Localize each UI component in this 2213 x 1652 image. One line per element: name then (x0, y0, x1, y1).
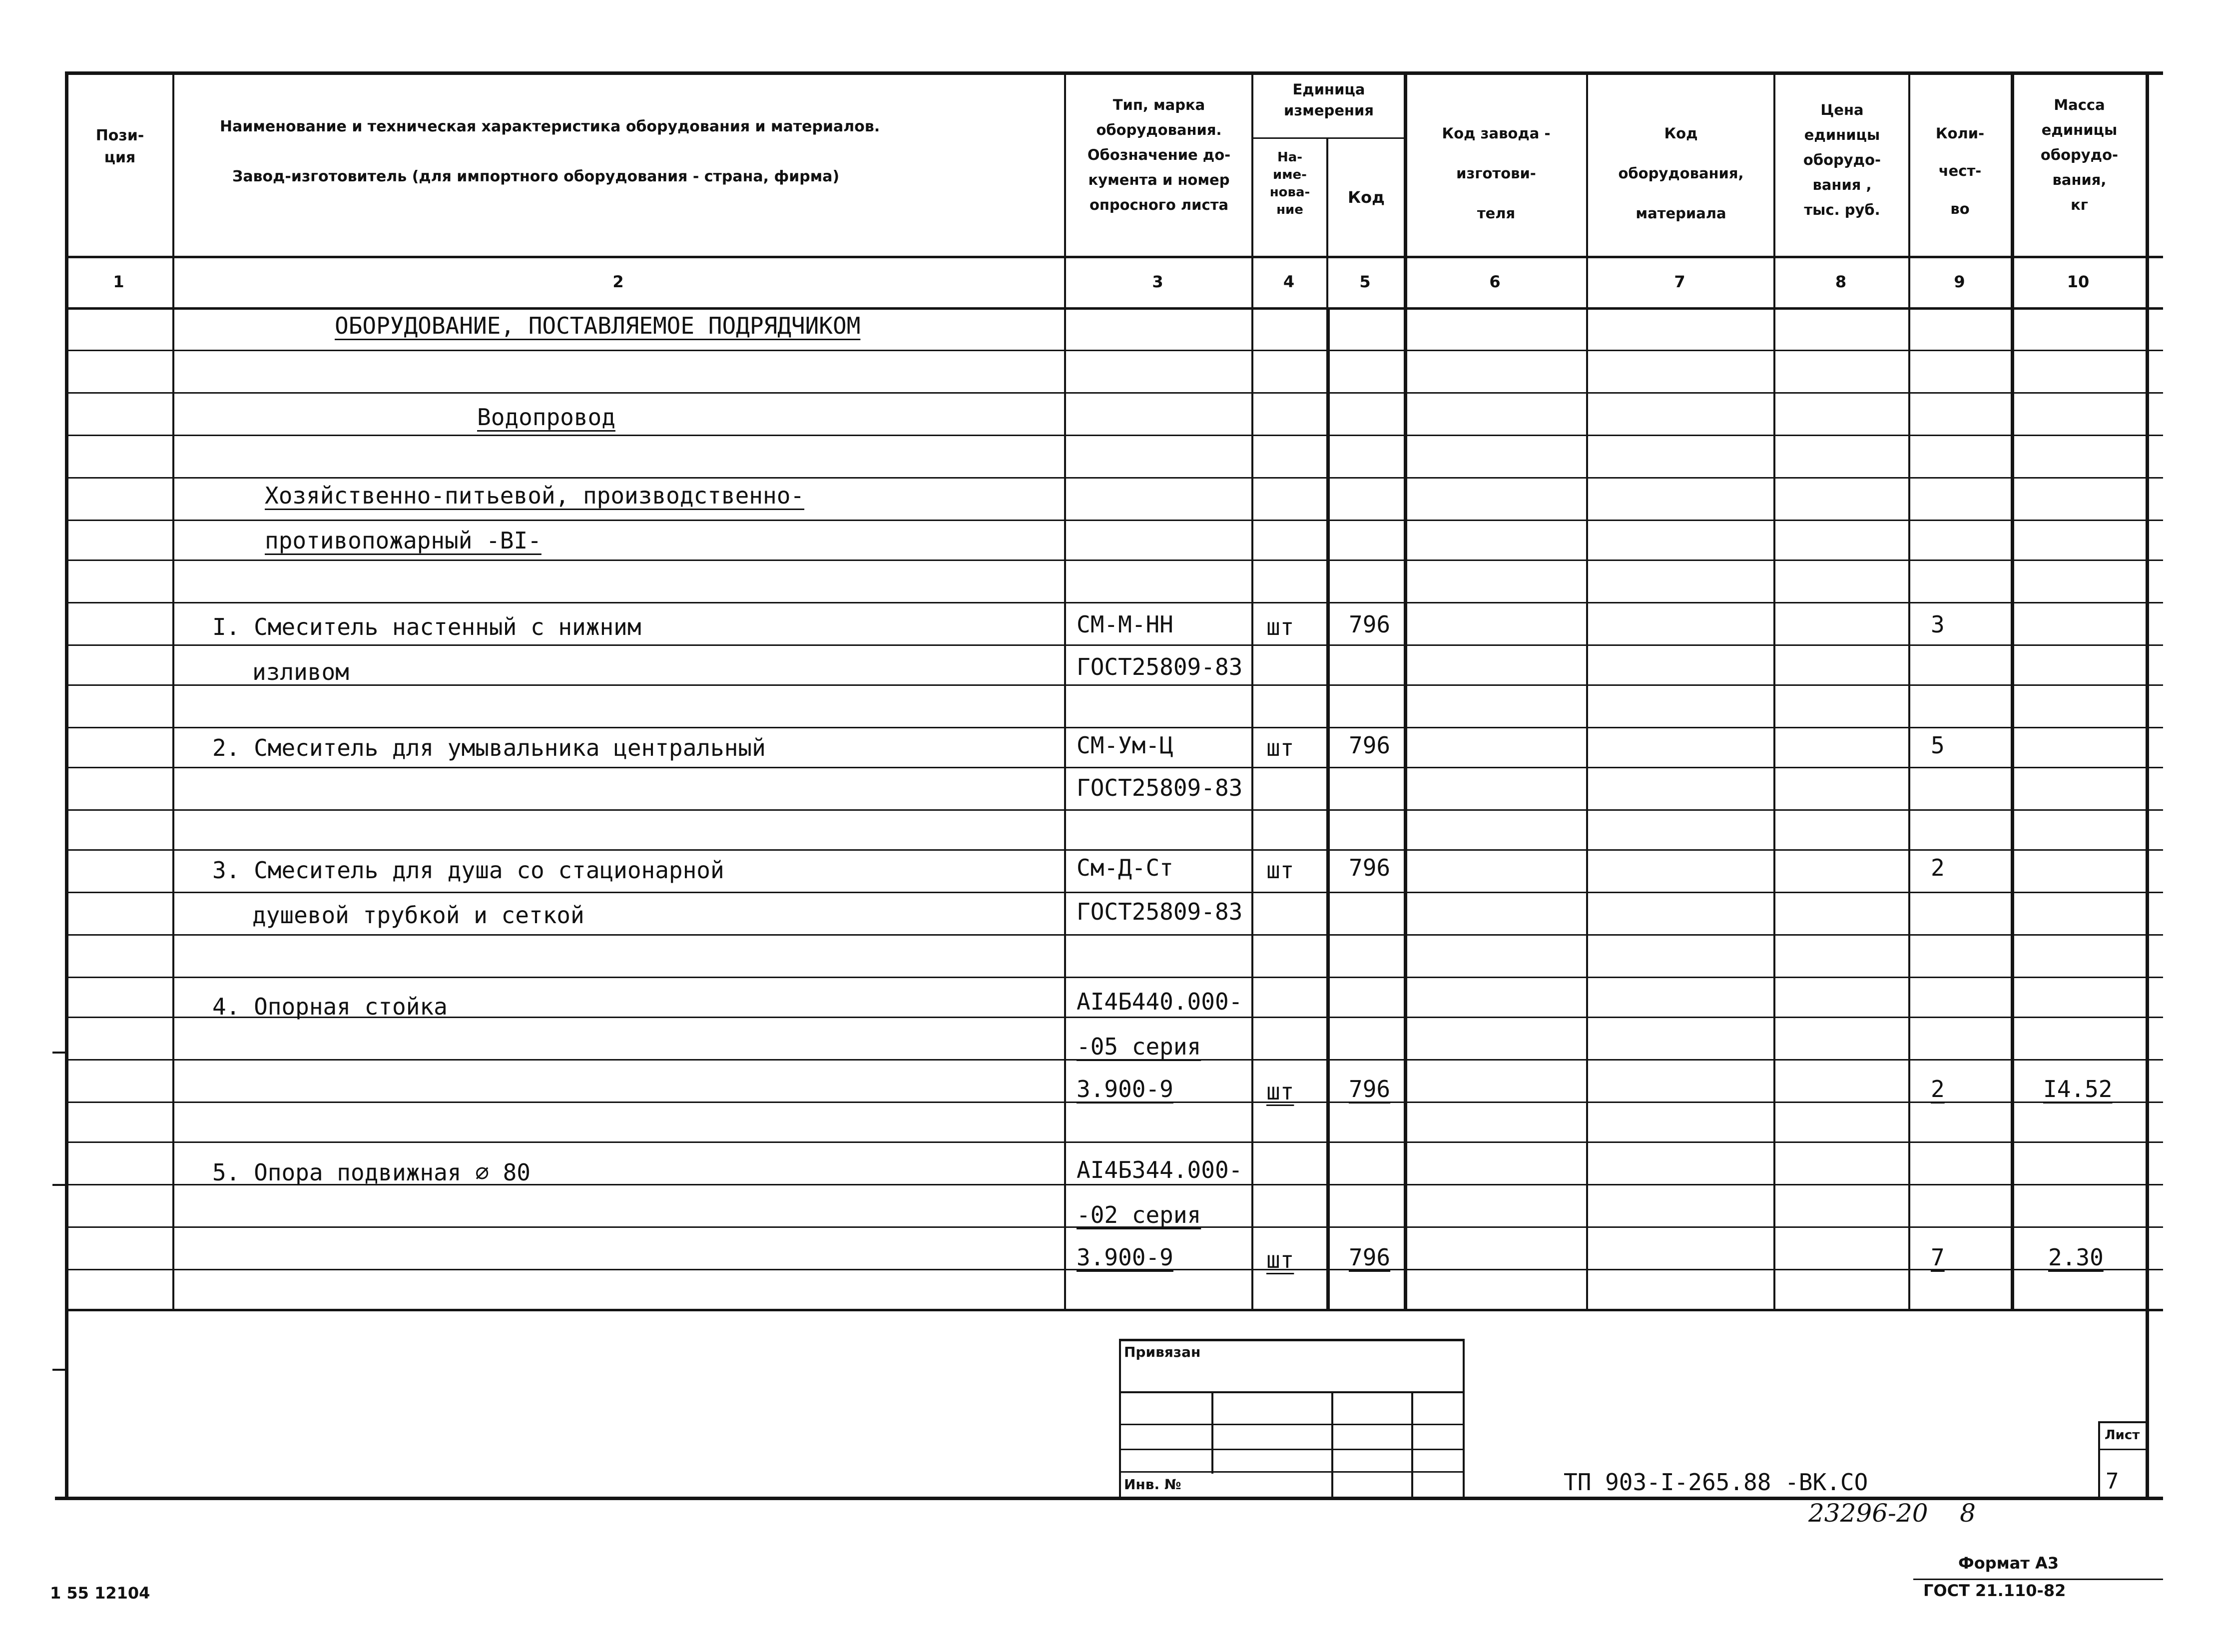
item-name: 4. Опорная стойка (212, 993, 448, 1020)
item-type: СМ-Ум-Ц (1077, 732, 1173, 759)
stamp-sheet-label: Лист (2105, 1428, 2140, 1443)
header-name-line2: Завод-изготовитель (для импортного оборудования - страна, фирма) (232, 168, 840, 185)
item-standard: ГОСТ25809-83 (1077, 653, 1243, 680)
colnum-7: 7 (1674, 272, 1685, 291)
stamp-document-code: ТП 903-I-265.88 -ВК.СО (1564, 1469, 1868, 1496)
header-unit-name: На- име- нова- ние (1269, 150, 1310, 218)
item-unit: шт (1266, 613, 1294, 640)
table-top-border (65, 71, 2163, 75)
colnum-4: 4 (1283, 272, 1295, 291)
header-type: Тип, марка оборудования. Обозначение до- кумента и номер опросного листа (1087, 96, 1231, 213)
colnum-bottom-line (65, 307, 2163, 310)
item-standard: ГОСТ25809-83 (1077, 898, 1243, 925)
item-type: См-Д-Ст (1077, 854, 1173, 881)
header-position: Пози- ция (95, 127, 144, 166)
item-unit: шт (1266, 1246, 1294, 1273)
item-unit-code: 796 (1349, 1244, 1391, 1271)
header-maker-code: Код завода - изготови- теля (1442, 125, 1551, 222)
item-standard: 3.900-9 (1077, 1076, 1173, 1102)
colnum-6: 6 (1489, 272, 1501, 291)
item-unit: шт (1266, 1078, 1294, 1105)
item-quantity: 2 (1931, 1076, 1945, 1102)
header-price: Цена единицы оборудо- вания , тыс. руб. (1803, 101, 1881, 218)
gost-label: ГОСТ 21.110-82 (1923, 1581, 2066, 1600)
header-name-line1: Наименование и техническая характеристика оборудования и материалов. (220, 118, 880, 135)
colnum-9: 9 (1954, 272, 1965, 291)
item-series: -02 серия (1077, 1201, 1201, 1228)
item-name: I. Смеситель настенный с нижним (212, 613, 641, 640)
header-unit-code: Код (1348, 188, 1385, 207)
footer-line (1913, 1579, 2163, 1580)
item-unit-code: 796 (1349, 1076, 1391, 1102)
item-series: -05 серия (1077, 1033, 1201, 1060)
item-quantity: 7 (1931, 1244, 1945, 1271)
item-unit: шт (1266, 734, 1294, 761)
item-name: 2. Смеситель для умывальника центральный (212, 734, 766, 761)
header-bottom-line (65, 256, 2163, 258)
header-equipment-code: Код оборудования, материала (1618, 125, 1744, 222)
handwritten-number: 23296-20 8 (1808, 1499, 1976, 1528)
subsection-title: Водопровод (477, 404, 615, 431)
colnum-3: 3 (1152, 272, 1163, 291)
colnum-5: 5 (1359, 272, 1371, 291)
colnum-1: 1 (113, 272, 124, 291)
item-quantity: 2 (1931, 854, 1945, 881)
colnum-8: 8 (1835, 272, 1847, 291)
colnum-10: 10 (2067, 272, 2090, 291)
format-label: Формат А3 (1958, 1554, 2059, 1573)
stamp-sheet-number: 7 (2106, 1469, 2119, 1494)
item-type: АI4Б440.000- (1077, 988, 1243, 1015)
header-quantity: Коли- чест- во (1935, 125, 1985, 217)
stamp-privyazan: Привязан (1124, 1344, 1201, 1360)
item-name-cont: изливом (252, 658, 349, 685)
item-mass: 2.30 (2048, 1244, 2104, 1271)
section-title: ОБОРУДОВАНИЕ, ПОСТАВЛЯЕМОЕ ПОДРЯДЧИКОМ (335, 312, 861, 339)
item-standard: ГОСТ25809-83 (1077, 774, 1243, 801)
item-unit-code: 796 (1349, 732, 1391, 759)
colnum-2: 2 (612, 272, 624, 291)
item-quantity: 3 (1931, 611, 1945, 638)
item-quantity: 5 (1931, 732, 1945, 759)
item-type: АI4Б344.000- (1077, 1156, 1243, 1183)
stamp-inv-number: Инв. № (1124, 1476, 1181, 1493)
item-unit-code: 796 (1349, 854, 1391, 881)
item-name: 5. Опора подвижная ∅ 80 (212, 1159, 531, 1186)
item-type: СМ-М-НН (1077, 611, 1173, 638)
system-title-line1: Хозяйственно-питьевой, производственно- (265, 482, 805, 509)
item-name-cont: душевой трубкой и сеткой (252, 902, 584, 929)
header-unit: Единица измерения (1284, 81, 1374, 119)
footer-left-number: 1 55 12104 (50, 1584, 150, 1603)
item-unit: шт (1266, 857, 1294, 884)
item-standard: 3.900-9 (1077, 1244, 1173, 1271)
header-mass: Масса единицы оборудо- вания, кг (2040, 96, 2119, 213)
item-mass: I4.52 (2043, 1076, 2113, 1102)
system-title-line2: противопожарный -BI- (265, 527, 542, 554)
item-unit-code: 796 (1349, 611, 1391, 638)
item-name: 3. Смеситель для душа со стационарной (212, 857, 724, 884)
